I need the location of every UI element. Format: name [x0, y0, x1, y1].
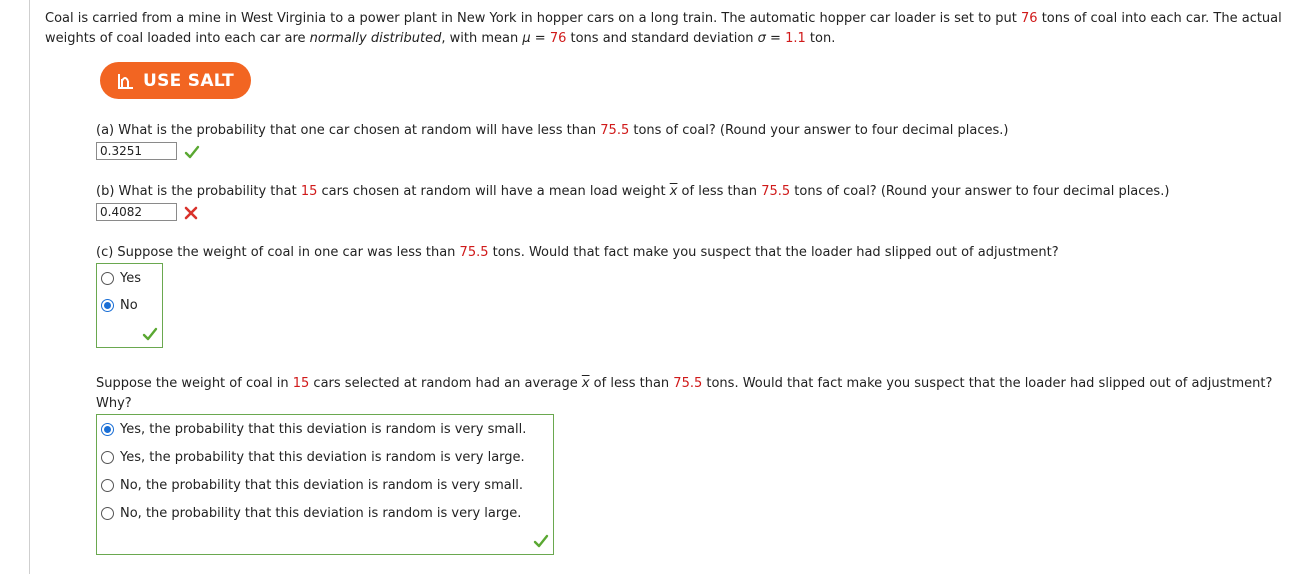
option-no[interactable]	[101, 298, 138, 313]
option-label: Yes	[120, 271, 141, 286]
radio-button[interactable]	[101, 479, 114, 492]
xbar-symbol: $\overline{x}$	[581, 376, 590, 391]
intro-text: , with mean	[441, 31, 523, 46]
left-border	[29, 0, 30, 574]
radio-button[interactable]	[101, 507, 114, 520]
question-b	[96, 183, 1169, 201]
sample-size: 15	[300, 184, 318, 199]
question-text: Suppose the weight of coal in	[96, 376, 293, 391]
radio-button[interactable]	[101, 272, 114, 285]
sigma-symbol: σ	[757, 31, 766, 46]
option-d4[interactable]	[101, 506, 521, 521]
option-label: No, the probability that this deviation is random is very large.	[120, 506, 522, 521]
question-text: tons of coal? (Round your answer to four decimal places.)	[790, 184, 1170, 199]
question-text: of less than	[677, 184, 762, 199]
intro-text: tons of coal into each car. The actual weights of coal loaded into each car are	[45, 11, 1282, 46]
threshold-value: 75.5	[673, 376, 703, 391]
mu-symbol: μ	[522, 31, 531, 46]
intro-text: ton.	[805, 31, 836, 46]
xbar-symbol: $\overline{x}$	[669, 184, 678, 199]
question-text: tons of coal? (Round your answer to four decimal places.)	[629, 123, 1009, 138]
option-d2[interactable]	[101, 450, 525, 465]
intro-text: Coal is carried from a mine in West Virginia to a power plant in New York in hopper cars on a long train. The automatic hopper car loader is set to put	[45, 11, 1022, 26]
answer-b-input[interactable]: 0.4082	[96, 203, 177, 221]
question-text: of less than	[589, 376, 674, 391]
question-text: (a) What is the probability that one car chosen at random will have less than	[96, 123, 601, 138]
question-d	[96, 375, 1272, 393]
option-label: No	[120, 298, 138, 313]
question-text: (b) What is the probability that	[96, 184, 301, 199]
intro-text: =	[530, 31, 550, 46]
sample-size: 15	[292, 376, 310, 391]
sd-value: 1.1	[785, 31, 806, 46]
question-text: cars selected at random had an average	[309, 376, 582, 391]
use-salt-button[interactable]	[100, 62, 251, 99]
radio-button-selected[interactable]	[101, 299, 114, 312]
option-d3[interactable]	[101, 478, 523, 493]
why-label: Why?	[96, 396, 132, 411]
question-text: tons. Would that fact make you suspect that the loader had slipped out of adjustment?	[702, 376, 1273, 391]
question-c	[96, 244, 1059, 262]
radio-button-selected[interactable]	[101, 423, 114, 436]
answer-a-input[interactable]: 0.3251	[96, 142, 177, 160]
use-salt-label: USE SALT	[143, 70, 234, 91]
problem-statement	[45, 9, 1295, 49]
check-icon	[142, 326, 158, 342]
intro-italic: normally distributed	[309, 31, 442, 46]
mean-value: 76	[549, 31, 567, 46]
check-icon	[184, 144, 200, 160]
question-text: (c) Suppose the weight of coal in one car was less than	[96, 245, 460, 260]
question-text: tons. Would that fact make you suspect that the loader had slipped out of adjustment?	[488, 245, 1059, 260]
load-value: 76	[1021, 11, 1038, 26]
x-icon	[183, 205, 199, 221]
threshold-value: 75.5	[761, 184, 791, 199]
intro-text: tons and standard deviation	[566, 31, 758, 46]
option-label: Yes, the probability that this deviation is random is very large.	[120, 450, 525, 465]
option-label: Yes, the probability that this deviation is random is very small.	[120, 422, 527, 437]
threshold-value: 75.5	[459, 245, 489, 260]
question-a	[96, 122, 1009, 140]
check-icon	[533, 533, 549, 549]
option-label: No, the probability that this deviation is random is very small.	[120, 478, 524, 493]
question-text: cars chosen at random will have a mean load weight	[317, 184, 670, 199]
option-yes[interactable]	[101, 271, 141, 286]
radio-button[interactable]	[101, 451, 114, 464]
intro-text: =	[765, 31, 786, 46]
option-d1[interactable]	[101, 422, 526, 437]
threshold-value: 75.5	[600, 123, 630, 138]
salt-icon	[117, 72, 135, 90]
